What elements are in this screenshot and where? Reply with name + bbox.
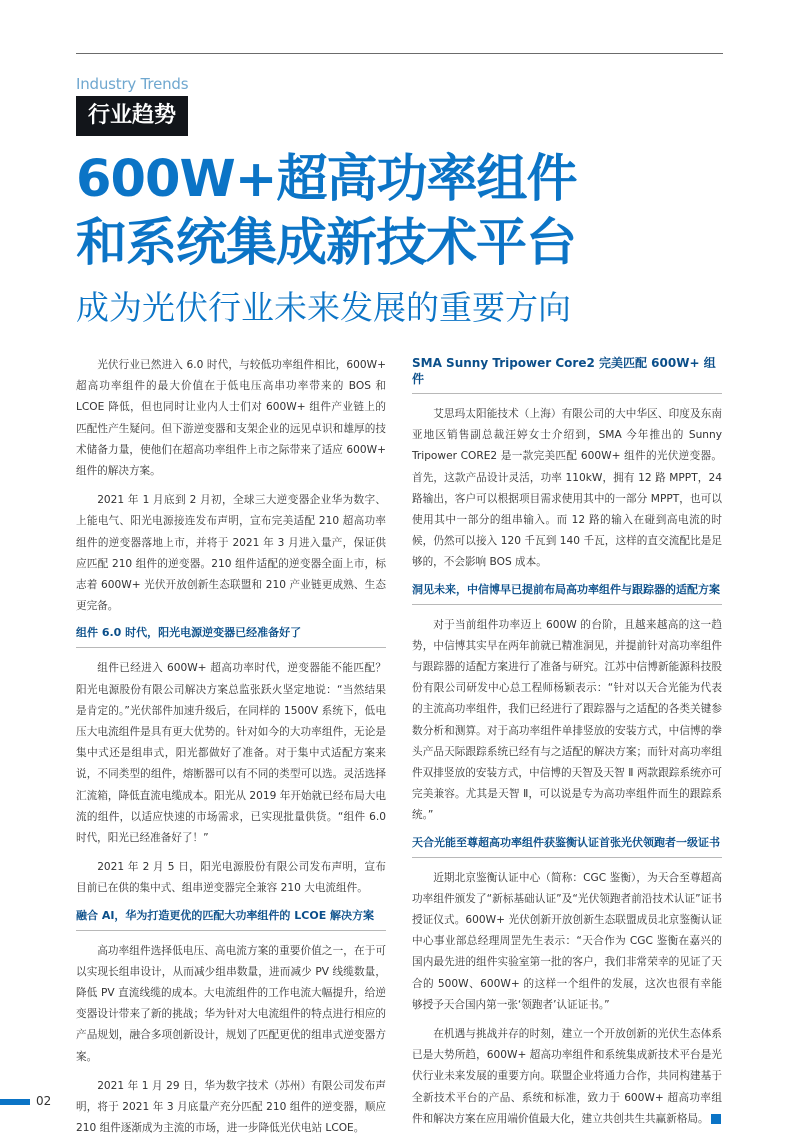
section-badge: 行业趋势: [76, 96, 188, 136]
paragraph-last: [412, 1024, 722, 1130]
paragraph: 艾思玛太阳能技术（上海）有限公司的大中华区、印度及东南亚地区销售副总裁汪婷女士介绍到，SMA 今年推出的 Sunny Tripower CORE2 是一款完美匹配 600W+ 组件的光伏逆变器。首先，这款产品设计灵活，功率 110kW，拥有 12 路 MPPT，24 路输出，客户可以根据项目需求使用其中的一部分 MPPT，也可以使用其中一部分的组串输入。而 12 路的输入在碰到高电流的时候，仍然可以接入 120 千瓦到 140 千瓦，这样的直交流配比是足够的，不会影响 BOS 成本。: [412, 408, 722, 569]
paragraph: 2021 年 1 月 29 日，华为数字技术（苏州）有限公司发布声明，将于 2021 年 3 月底量产充分匹配 210 组件的逆变器，顺应 210 组件逐渐成为主流的市场，进一步降低光伏电站 LCOE。: [76, 1079, 386, 1135]
section-heading: 天合光能至尊超高功率组件获鉴衡认证首张光伏领跑者一级证书: [412, 835, 722, 858]
paragraph: 2021 年 2 月 5 日，阳光电源股份有限公司发布声明，宣布目前已在供的集中式、组串逆变器完全兼容 210 大电流组件。: [76, 861, 386, 895]
section-heading: 组件 6.0 时代，阳光电源逆变器已经准备好了: [76, 625, 386, 648]
page-number: 02: [36, 1094, 52, 1108]
end-mark-icon: [711, 1114, 721, 1124]
paragraph: 高功率组件选择低电压、高电流方案的重要价值之一，在于可以实现长组串设计，从而减少组串数量，进而减少 PV 线缆数量，降低 PV 直流线缆的成本。大电流组件的工作电流大幅提升，给逆变器设计带来了新的挑战；华为针对大电流组件的特点进行相应的产品规划，融合多项创新设计，规划了匹配更优的组串式逆变器方案。: [76, 944, 386, 1063]
section-label-english: Industry Trends: [76, 75, 189, 93]
article-title-line-1: 600W+超高功率组件: [76, 150, 577, 209]
paragraph: 光伏行业已然进入 6.0 时代，与较低功率组件相比，600W+ 超高功率组件的最大价值在于低电压高串功率带来的 BOS 和 LCOE 降低，但也同时让业内人士们对 600W+ 组件产业链上的匹配性产生疑问。但下游逆变器和支架企业的远见卓识和雄厚的技术储备力量，使他们在超高功率组件上市之际带来了适应 600W+ 组件的解决方案。: [76, 359, 386, 478]
article-title-line-2: 和系统集成新技术平台: [76, 214, 577, 273]
article-title: [76, 148, 736, 276]
paragraph-text: 在机遇与挑战并存的时刻，建立一个开放创新的光伏生态体系已是大势所趋，600W+ 超高功率组件和系统集成新技术平台是光伏行业未来发展的重要方向。联盟企业将通力合作，共同构建基于全新技术平台的产品、系统和标准，致力于 600W+ 超高功率组件和解决方案在应用端价值最大化，建立共创共生共赢新格局。: [412, 1028, 722, 1125]
article-subtitle: 成为光伏行业未来发展的重要方向: [76, 288, 571, 327]
paragraph: 2021 年 1 月底到 2 月初，全球三大逆变器企业华为数字、上能电气、阳光电源接连发布声明，宣布完美适配 210 超高功率组件的逆变器落地上市，并将于 2021 年 3 月进入量产，保证供应匹配 210 组件的逆变器。210 组件适配的逆变器全面上市，标志着 600W+ 光伏开放创新生态联盟和 210 产业链更成熟、生态更完备。: [76, 494, 386, 613]
page-number-bar: [0, 1099, 30, 1105]
right-column: [412, 355, 722, 1138]
section-heading: SMA Sunny Tripower Core2 完美匹配 600W+ 组件: [412, 355, 722, 394]
left-column: [76, 355, 386, 1148]
section-heading: 融合 AI，华为打造更优的匹配大功率组件的 LCOE 解决方案: [76, 908, 386, 931]
section-heading: 洞见未来，中信博早已提前布局高功率组件与跟踪器的适配方案: [412, 582, 722, 605]
paragraph: 对于当前组件功率迈上 600W 的台阶，且越来越高的这一趋势，中信博其实早在两年前就已精准洞见，并提前针对高功率组件与跟踪器的适配方案进行了准备与研究。江苏中信博新能源科技股份有限公司研发中心总工程师杨颖表示：“针对以天合光能为代表的主流高功率组件，我们已经进行了跟踪器与之适配的各类关键参数分析和测算。对于高功率组件单排竖放的安装方式，中信博的拳头产品天际跟踪系统已经有与之适配的解决方案；而针对高功率组件双排竖放的安装方式，中信博的天智及天智 Ⅱ 两款跟踪系统亦可完美兼容。尤其是天智 Ⅱ，可以说是专为高功率组件而生的跟踪系统。”: [412, 618, 722, 822]
paragraph: 近期北京鉴衡认证中心（简称：CGC 鉴衡），为天合至尊超高功率组件颁发了“新标基础认证”及“光伏领跑者前沿技术认证”证书授证仪式。600W+ 光伏创新开放创新生态联盟成员北京鉴衡认证中心事业部总经理周罡先生表示：“天合作为 CGC 鉴衡在嘉兴的国内最先进的组件实验室第一批的客户，我们非常荣幸的见证了天合的 500W、600W+ 的这样一个组件的发展，这次也很有幸能够授予天合国内第一张‘领跑者’认证证书。”: [412, 871, 722, 1011]
top-divider: [76, 53, 723, 54]
paragraph: 组件已经进入 600W+ 超高功率时代，逆变器能不能匹配？阳光电源股份有限公司解决方案总监张跃火坚定地说：“当然结果是肯定的。”光伏部件加速升级后，在同样的 1500V 系统下，低电压大电流组件是具有更大优势的。针对如今的大功率组件，无论是集中式还是组串式，阳光都做好了准备。对于集中式适配方案来说，不同类型的组件，熔断器可以有不同的类型可以选。灵活选择汇流箱，降低直流电缆成本。阳光从 2019 年开始就已经布局大电流的组件，以适应快速的市场需求，已实现批量供货。“组件 6.0 时代，阳光已经准备好了！”: [76, 662, 386, 845]
